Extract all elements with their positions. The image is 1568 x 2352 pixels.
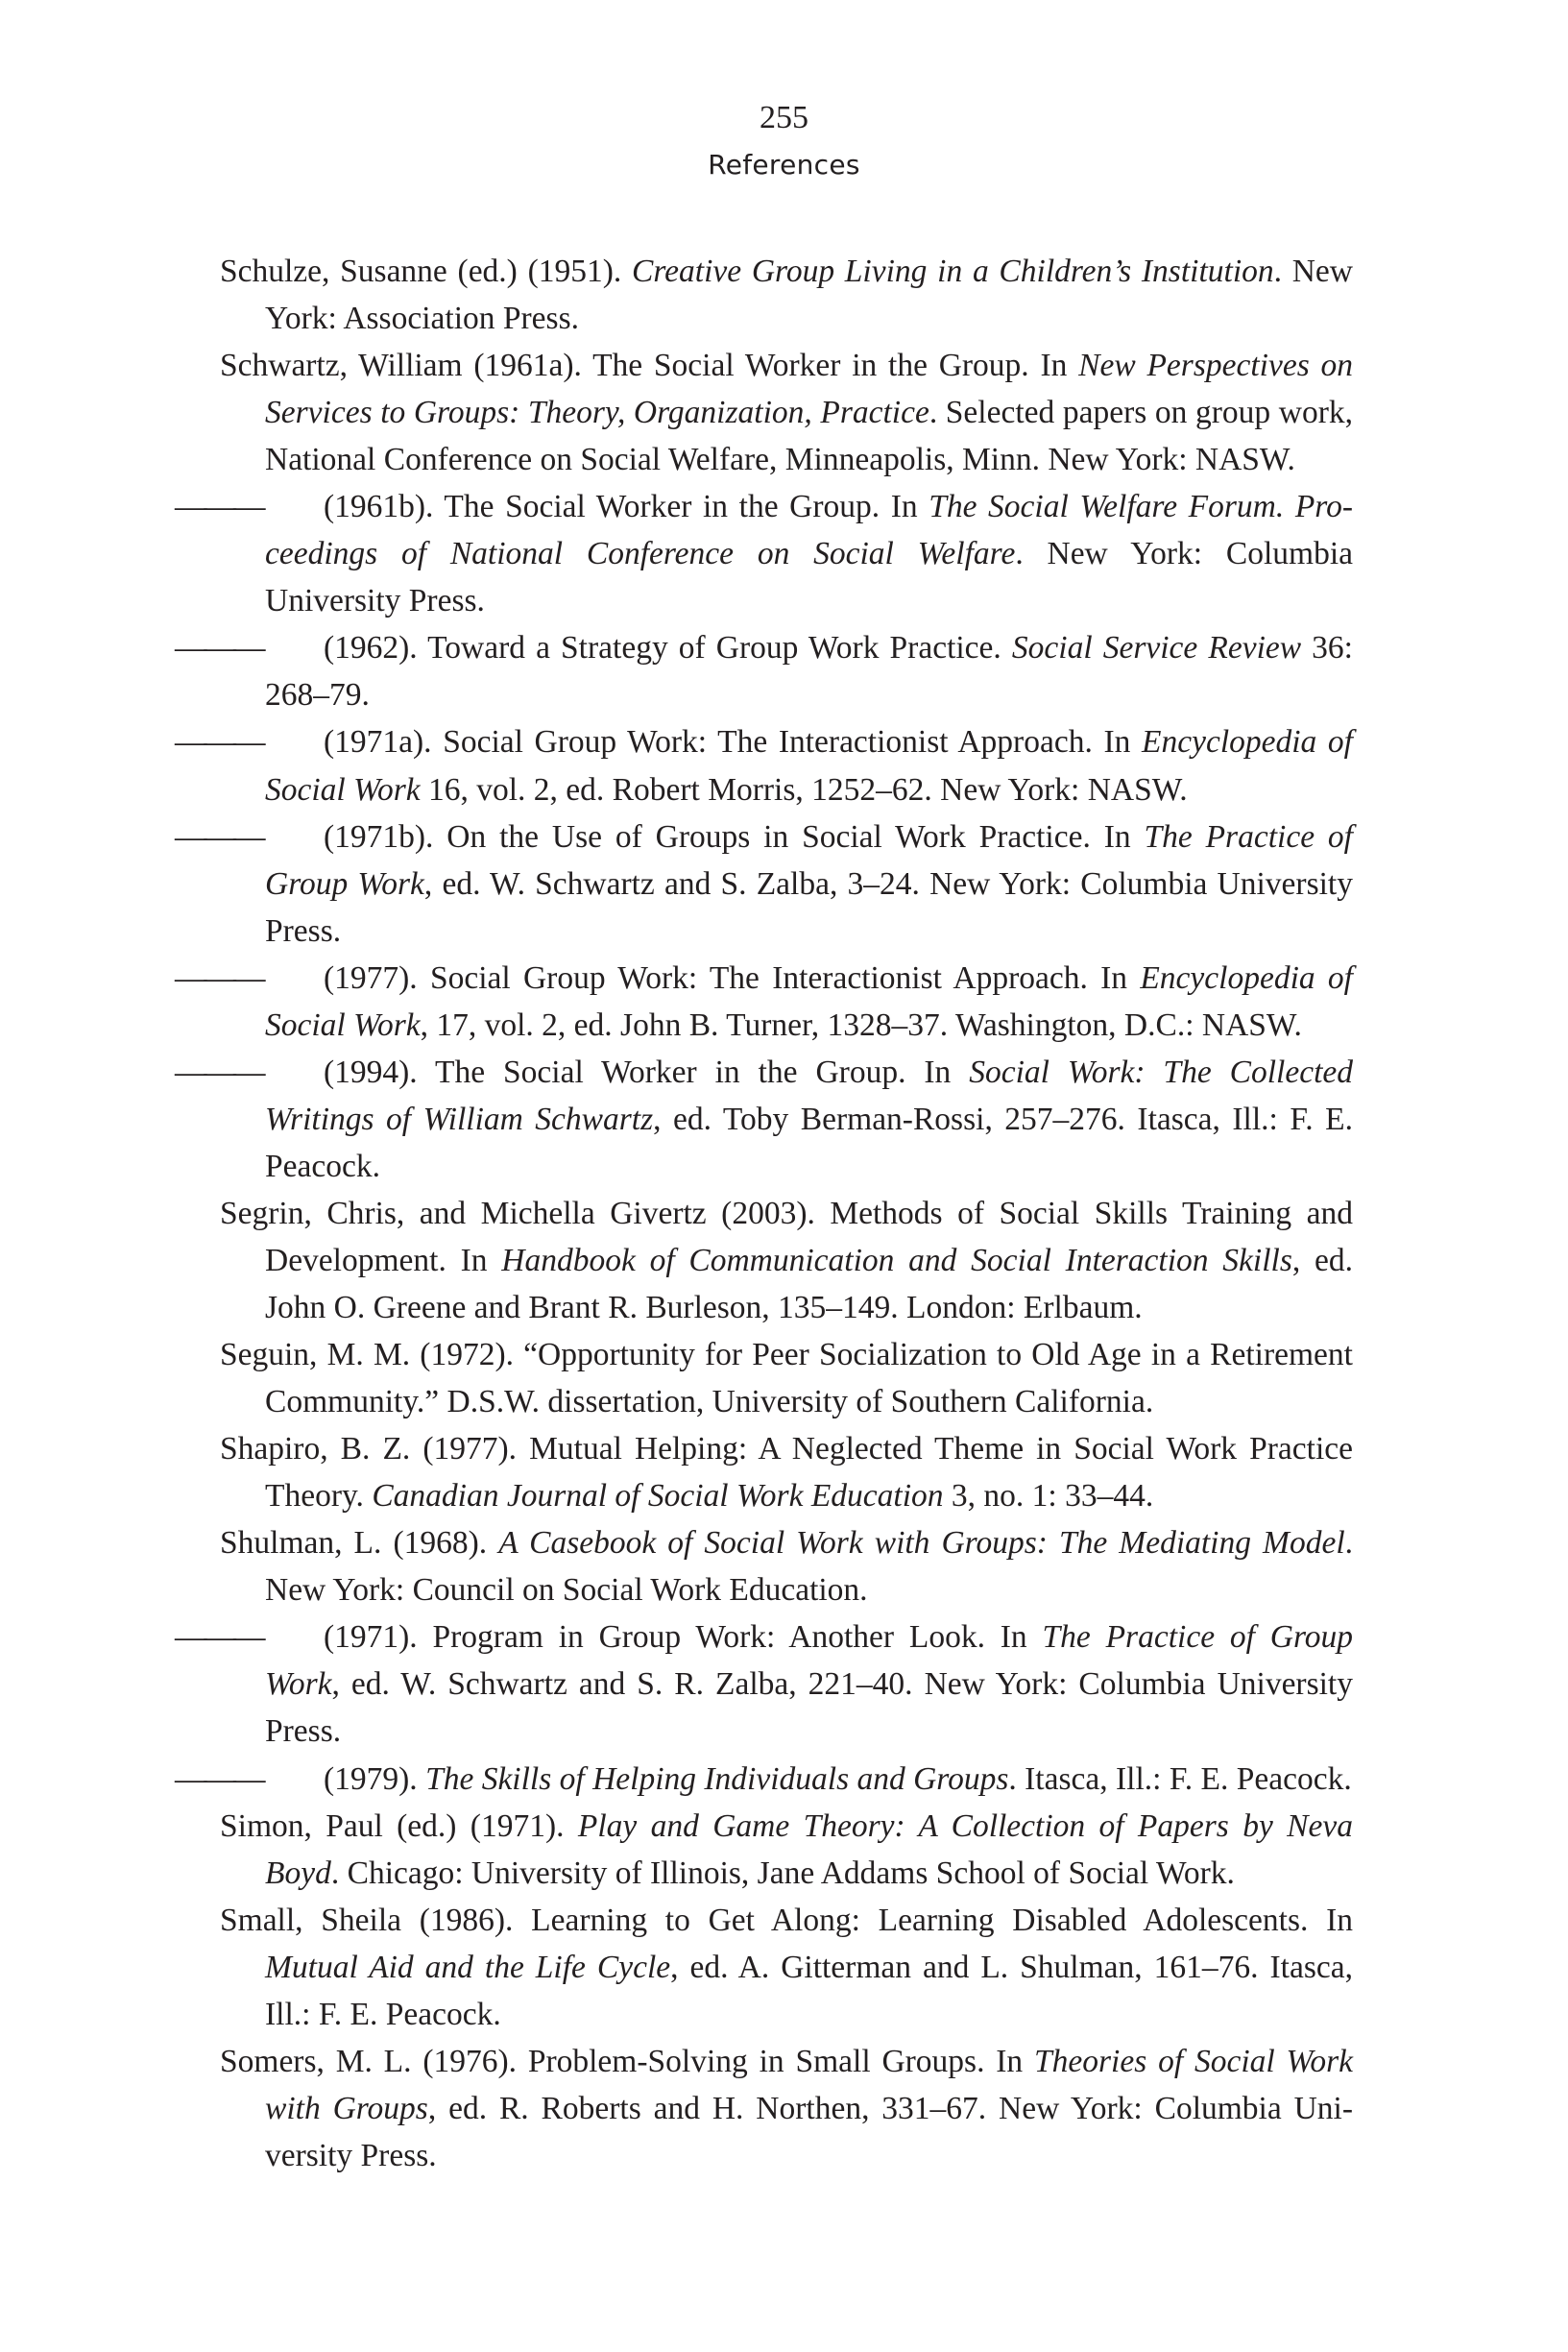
reference-title-italic: Handbook of Communication and Social Interaction Skills [501, 1242, 1292, 1278]
reference-entry [220, 1897, 1353, 2038]
reference-entry [175, 1049, 1353, 1190]
reference-text: Shapiro, B. Z. (1977). Mutual Helping: A Neglected Theme in Social Work Practice Theory. [220, 1431, 1353, 1515]
reference-title-italic: Encyclopedia of Social Work [265, 959, 1353, 1043]
reference-text: (1977). Social Group Work: The Interactionist Approach. In [324, 959, 1141, 996]
reference-text: 16, vol. 2, ed. Robert Morris, 1252–62. New York: NASW. [420, 771, 1188, 808]
reference-title-italic: The Practice of Group Work [265, 1619, 1353, 1703]
reference-text: . Selected papers on group work, National Conference on Social Welfare, Minneapolis, Minn. New York: NASW. [265, 395, 1353, 478]
reference-text: , ed. John O. Greene and Brant R. Burleson, 135–149. London: Erlbaum. [265, 1242, 1353, 1326]
reference-text: (1971a). Social Group Work: The Interactionist Approach. In [324, 724, 1142, 761]
page-number: 255 [760, 100, 808, 135]
reference-text: . Itasca, Ill.: F. E. Peacock. [1008, 1760, 1352, 1797]
reference-entry [175, 624, 1353, 718]
reference-title-italic: Social Work: The Collected Writings of William Schwartz [265, 1054, 1353, 1137]
reference-text: Segrin, Chris, and Michella Givertz (2003). Methods of Social Skills Training and Development. In [220, 1195, 1353, 1278]
reference-entry [175, 955, 1353, 1049]
reference-title-italic: Encyclopedia of Social Work [265, 724, 1353, 808]
reference-entry [175, 718, 1353, 812]
reference-text: . Chicago: University of Illinois, Jane Addams School of Social Work. [330, 1855, 1235, 1891]
reference-text: Somers, M. L. (1976). Problem-Solving in Small Groups. In [220, 2043, 1035, 2079]
reference-entry [220, 1331, 1353, 1425]
reference-text: (1962). Toward a Strategy of Group Work Practice. [324, 630, 1012, 667]
reference-title-italic: The Social Welfare Forum. Proceedings of National Conference on Social Welfare [265, 489, 1353, 572]
repeated-author-dash: ——— [175, 724, 263, 761]
repeated-author-dash: ——— [175, 630, 263, 667]
reference-entry [220, 248, 1353, 342]
reference-text: , ed. R. Roberts and H. Northen, 331–67. New York: Columbia University Press. [265, 2090, 1354, 2173]
reference-entry [220, 2038, 1353, 2179]
reference-title-italic: The Skills of Helping Individuals and Groups [425, 1760, 1009, 1797]
reference-text: , ed. A. Gitterman and L. Shulman, 161–76. Itasca, Ill.: F. E. Peacock. [265, 1949, 1353, 2032]
reference-title-italic: Canadian Journal of Social Work Education [372, 1478, 944, 1515]
repeated-author-dash: ——— [175, 1054, 263, 1090]
reference-title-italic: Theories of Social Work with Groups [265, 2043, 1354, 2126]
reference-text: 36: 268–79. [265, 630, 1353, 714]
repeated-author-dash: ——— [175, 1619, 263, 1656]
reference-title-italic: Social Service Review [1011, 630, 1302, 667]
reference-text: Simon, Paul (ed.) (1971). [220, 1807, 578, 1844]
reference-text: (1994). The Social Worker in the Group. In [324, 1054, 970, 1090]
reference-text: (1961b). The Social Worker in the Group. In [324, 489, 929, 525]
reference-title-italic: A Casebook of Social Work with Groups: The Mediating Model [498, 1525, 1345, 1562]
reference-text: . New York: Council on Social Work Education. [265, 1525, 1353, 1609]
reference-text: Schulze, Susanne (ed.) (1951). [220, 254, 632, 289]
repeated-author-dash: ——— [175, 489, 263, 525]
reference-text: Seguin, M. M. (1972). “Opportunity for Peer Socialization to Old Age in a Retirement Community.” D.S.W. dissertation, University of Southern California. [220, 1337, 1353, 1420]
reference-title-italic: New Perspectives on Services to Groups: Theory, Organization, Practice [265, 348, 1353, 431]
reference-title-italic: Play and Game Theory: A Collection of Papers by Neva Boyd [265, 1807, 1354, 1891]
reference-entry [175, 483, 1354, 624]
reference-entry [220, 1519, 1353, 1613]
repeated-author-dash: ——— [175, 818, 263, 855]
reference-entry [220, 1803, 1353, 1897]
reference-text: Schwartz, William (1961a). The Social Worker in the Group. In [220, 348, 1079, 384]
reference-text: 3, no. 1: 33–44. [943, 1478, 1154, 1515]
reference-text: Shulman, L. (1968). [220, 1525, 499, 1562]
reference-list [175, 248, 1354, 2179]
reference-text: . New York: Columbia University Press. [265, 536, 1354, 619]
reference-text: (1979). [324, 1760, 426, 1797]
reference-text: (1971). Program in Group Work: Another Look. In [324, 1619, 1043, 1656]
running-head: References [708, 149, 860, 181]
reference-entry [175, 1756, 1353, 1803]
reference-text: (1971b). On the Use of Groups in Social Work Practice. In [324, 818, 1145, 855]
reference-entry [220, 342, 1353, 483]
reference-title-italic: Creative Group Living in a Children’s Institution [632, 254, 1274, 289]
repeated-author-dash: ——— [175, 1760, 263, 1797]
reference-entry [175, 1613, 1353, 1755]
reference-text: Small, Sheila (1986). Learning to Get Along: Learning Disabled Adolescents. In [220, 1902, 1353, 1938]
reference-text: , ed. W. Schwartz and S. R. Zalba, 221–40. New York: Columbia University Press. [265, 1666, 1353, 1750]
reference-text: , ed. Toby Berman-Rossi, 257–276. Itasca, Ill.: F. E. Peacock. [265, 1101, 1353, 1184]
reference-text: , 17, vol. 2, ed. John B. Turner, 1328–37. Washington, D.C.: NASW. [420, 1006, 1302, 1043]
reference-title-italic: Mutual Aid and the Life Cycle [265, 1949, 671, 1985]
reference-text: . New York: Association Press. [265, 254, 1353, 337]
reference-entry [175, 813, 1353, 955]
reference-text: , ed. W. Schwartz and S. Zalba, 3–24. New York: Columbia University Press. [265, 865, 1353, 949]
reference-entry [220, 1190, 1353, 1331]
repeated-author-dash: ——— [175, 959, 263, 996]
reference-entry [220, 1425, 1353, 1519]
reference-title-italic: The Practice of Group Work [265, 818, 1353, 902]
